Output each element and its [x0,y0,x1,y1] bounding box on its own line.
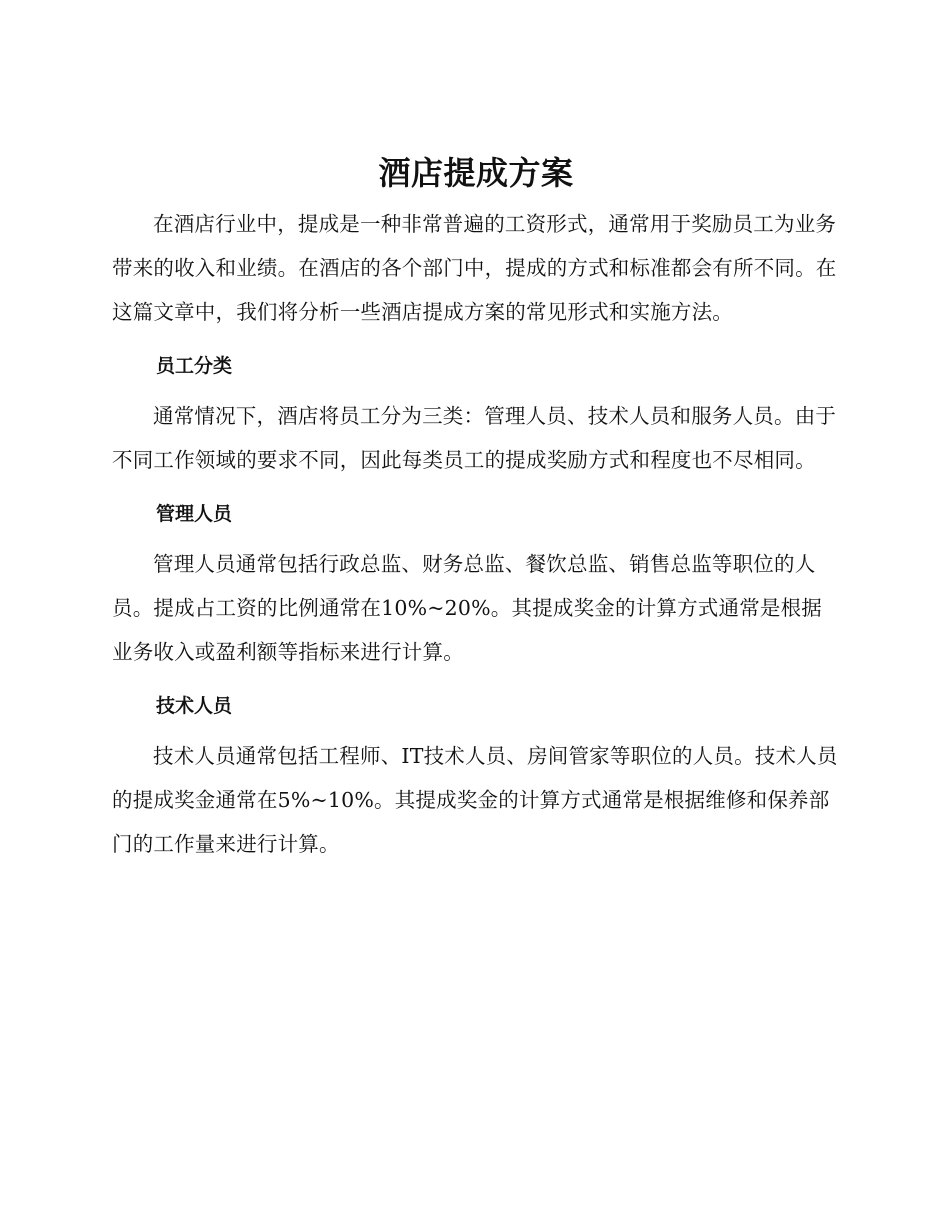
section-heading-management: 管理人员 [156,503,233,525]
section-heading-technical: 技术人员 [156,695,233,717]
document-page [112,150,840,866]
intro-paragraph: 在酒店行业中，提成是一种非常普遍的工资形式，通常用于奖励员工为业务带来的收入和业绩。在酒店的各个部门中，提成的方式和标准都会有所不同。在这篇文章中，我们将分析一些酒店提成方案的常见形式和实施方法。 [112,212,837,324]
section-heading-employee-classification: 员工分类 [156,355,233,377]
document-title: 酒店提成方案 [378,154,574,192]
section-body-management: 管理人员通常包括行政总监、财务总监、餐饮总监、销售总监等职位的人员。提成占工资的比例通常在10%~20%。其提成奖金的计算方式通常是根据业务收入或盈利额等指标来进行计算。 [112,552,823,664]
section-body-employee-classification: 通常情况下，酒店将员工分为三类：管理人员、技术人员和服务人员。由于不同工作领域的要求不同，因此每类员工的提成奖励方式和程度也不尽相同。 [112,404,837,472]
section-body-technical: 技术人员通常包括工程师、IT技术人员、房间管家等职位的人员。技术人员的提成奖金通常在5%~10%。其提成奖金的计算方式通常是根据维修和保养部门的工作量来进行计算。 [112,744,838,856]
